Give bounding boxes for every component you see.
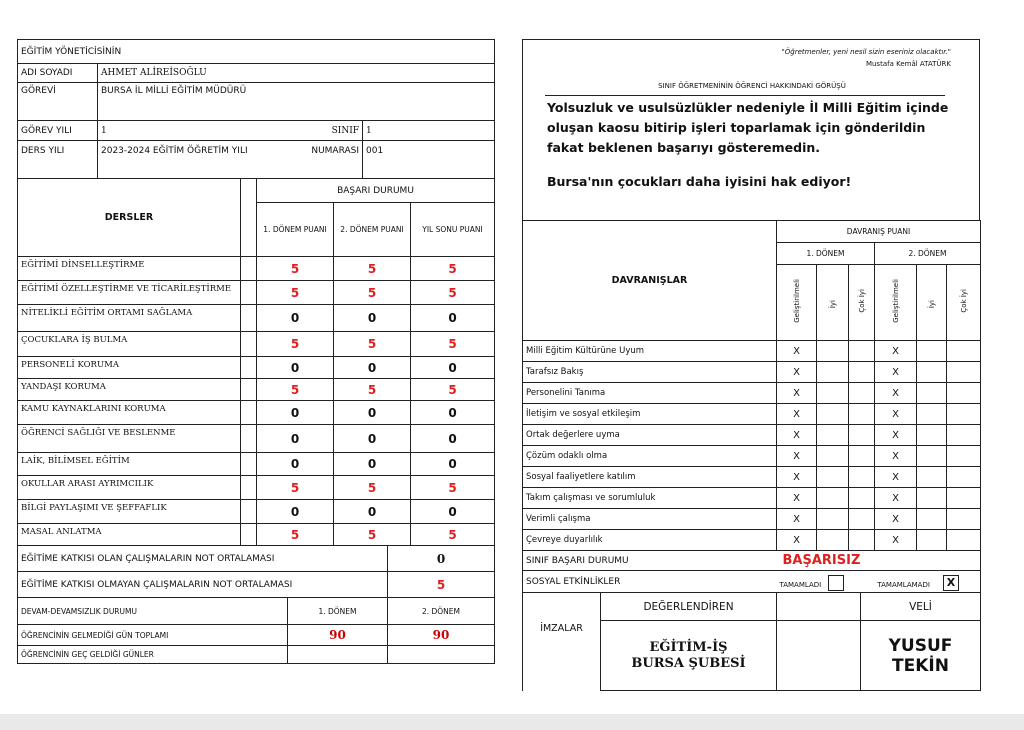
course-score-s3: 0: [411, 500, 495, 524]
gec-label: ÖĞRENCİNİN GEÇ GELDİĞİ GÜNLER: [18, 646, 288, 664]
signature-table: [522, 592, 981, 691]
behavior-mark-donem2[interactable]: X: [875, 488, 917, 509]
course-score-s2: 0: [334, 453, 411, 476]
behavior-mark-empty[interactable]: [849, 530, 875, 551]
tamamladi-checkbox[interactable]: [828, 575, 844, 591]
behavior-name: Çevreye duyarlılık: [523, 530, 777, 551]
behavior-mark-empty[interactable]: [817, 509, 849, 530]
veli-name-line-1: YUSUF: [888, 635, 953, 656]
behavior-name: Milli Eğitim Kültürüne Uyum: [523, 341, 777, 362]
course-score-s2: 0: [334, 401, 411, 425]
course-score-s1: 5: [257, 379, 334, 401]
behavior-row: [523, 530, 981, 551]
spacer-cell: [241, 379, 257, 401]
behavior-mark-donem2[interactable]: X: [875, 362, 917, 383]
behavior-row: [523, 425, 981, 446]
behavior-mark-donem1[interactable]: X: [777, 383, 817, 404]
course-score-s3: 5: [411, 476, 495, 500]
katkisi-olmayan-value: 5: [388, 572, 495, 598]
course-name: YANDAŞI KORUMA: [18, 379, 241, 401]
behavior-mark-empty[interactable]: [817, 383, 849, 404]
spacer-cell: [241, 332, 257, 357]
behavior-mark-donem2[interactable]: X: [875, 341, 917, 362]
course-score-s3: 5: [411, 332, 495, 357]
course-score-s3: 0: [411, 357, 495, 379]
opinion-text: Yolsuzluk ve usulsüzlükler nedeniyle İl Milli Eğitim içinde oluşan kaosu bitirip işleri toparlamak için gönderildin fakat beklenen başarıyı gösteremedin.: [547, 100, 949, 155]
behavior-mark-empty[interactable]: [947, 530, 981, 551]
course-name: PERSONELİ KORUMA: [18, 357, 241, 379]
attendance-table: [17, 597, 495, 664]
sub-label-cell: [875, 265, 917, 341]
behavior-mark-empty[interactable]: [849, 404, 875, 425]
spacer-cell: [241, 357, 257, 379]
sub-label: Çok İyi: [959, 288, 968, 313]
behavior-name: Tarafsız Bakış: [523, 362, 777, 383]
behavior-mark-donem1[interactable]: X: [777, 341, 817, 362]
behavior-mark-empty[interactable]: [947, 488, 981, 509]
spacer-cell: [241, 281, 257, 305]
result-table: [522, 550, 981, 593]
katkisi-olan-value: 0: [388, 546, 495, 572]
behavior-mark-empty[interactable]: [947, 404, 981, 425]
sosyal-label: SOSYAL ETKİNLİKLER: [523, 571, 777, 593]
behavior-table: [522, 220, 981, 551]
behavior-mark-donem2[interactable]: X: [875, 509, 917, 530]
behavior-mark-empty[interactable]: [849, 341, 875, 362]
gorevi-value: BURSA İL MİLLİ EĞİTİM MÜDÜRÜ: [98, 83, 495, 121]
course-name: NİTELİKLİ EĞİTİM ORTAMI SAĞLAMA: [18, 305, 241, 332]
sub-label: Geliştirilmeli: [792, 278, 801, 323]
sinif-label: SINIF: [273, 121, 363, 141]
course-score-s3: 0: [411, 305, 495, 332]
behavior-mark-empty[interactable]: [917, 530, 947, 551]
course-score-s2: 0: [334, 425, 411, 453]
course-name: ÇOCUKLARA İŞ BULMA: [18, 332, 241, 357]
course-score-s3: 0: [411, 425, 495, 453]
course-score-s2: 5: [334, 281, 411, 305]
course-name: EĞİTİMİ ÖZELLEŞTİRME VE TİCARİLEŞTİRME: [18, 281, 241, 305]
behavior-section: [522, 220, 980, 691]
spacer-cell: [241, 425, 257, 453]
gec-donem1: [288, 646, 388, 664]
behavior-row: [523, 383, 981, 404]
gelmedigi-donem1: 90: [288, 625, 388, 646]
course-name: BİLGİ PAYLAŞIMI VE ŞEFFAFLIK: [18, 500, 241, 524]
right-report-card: [522, 39, 980, 221]
course-row: [18, 281, 495, 305]
behavior-mark-empty[interactable]: [947, 425, 981, 446]
spacer-cell: [241, 524, 257, 546]
course-row: [18, 332, 495, 357]
behavior-name: Ortak değerlere uyma: [523, 425, 777, 446]
course-row: [18, 524, 495, 546]
behavior-mark-empty[interactable]: [849, 488, 875, 509]
course-score-s2: 5: [334, 524, 411, 546]
course-score-s2: 5: [334, 476, 411, 500]
behavior-mark-donem1[interactable]: X: [777, 509, 817, 530]
behavior-mark-empty[interactable]: [917, 362, 947, 383]
course-score-s1: 0: [257, 357, 334, 379]
sub-label-cell: [947, 265, 981, 341]
header-label: EĞİTİM YÖNETİCİSİNİN: [18, 40, 495, 64]
adi-soyadi-value: AHMET ALİREİSOĞLU: [98, 64, 495, 83]
course-score-s1: 5: [257, 476, 334, 500]
behavior-mark-empty[interactable]: [917, 509, 947, 530]
course-score-s1: 5: [257, 257, 334, 281]
degerlendiren-label: DEĞERLENDİREN: [601, 593, 777, 621]
course-score-s3: 5: [411, 281, 495, 305]
course-score-s2: 0: [334, 500, 411, 524]
behavior-name: Takım çalışması ve sorumluluk: [523, 488, 777, 509]
sub-label-cell: [777, 265, 817, 341]
behavior-mark-empty[interactable]: [849, 383, 875, 404]
behavior-row: [523, 467, 981, 488]
davranis-puani-header: DAVRANIŞ PUANI: [777, 221, 981, 243]
course-row: [18, 453, 495, 476]
behavior-mark-empty[interactable]: [917, 467, 947, 488]
tamamlamadi-checkbox[interactable]: X: [943, 575, 959, 591]
sub-label-cell: [917, 265, 947, 341]
course-score-s3: 5: [411, 379, 495, 401]
behavior-mark-donem2[interactable]: X: [875, 404, 917, 425]
behavior-mark-donem1[interactable]: X: [777, 425, 817, 446]
katkisi-olan-label: EĞİTİME KATKISI OLAN ÇALIŞMALARIN NOT ORTALAMASI: [18, 546, 388, 572]
behavior-row: [523, 446, 981, 467]
behavior-mark-empty[interactable]: [917, 341, 947, 362]
sub-label: İyi: [927, 299, 936, 308]
course-score-s2: 0: [334, 305, 411, 332]
gec-donem2: [388, 646, 495, 664]
numarasi-value: 001: [363, 141, 495, 179]
course-name: OKULLAR ARASI AYRIMCILIK: [18, 476, 241, 500]
grades-table: [17, 178, 495, 546]
course-score-s1: 5: [257, 332, 334, 357]
behavior-mark-donem1[interactable]: X: [777, 362, 817, 383]
behavior-mark-donem1[interactable]: X: [777, 446, 817, 467]
davranislar-header: DAVRANIŞLAR: [523, 221, 777, 341]
course-score-s3: 0: [411, 453, 495, 476]
sub-label-cell: [849, 265, 875, 341]
sinif-value: 1: [363, 121, 495, 141]
behavior-mark-empty[interactable]: [849, 467, 875, 488]
behavior-row: [523, 404, 981, 425]
behavior-name: Sosyal faaliyetlere katılım: [523, 467, 777, 488]
course-score-s1: 0: [257, 305, 334, 332]
gorev-yili-label: GÖREV YILI: [18, 121, 98, 141]
spacer-cell: [241, 305, 257, 332]
sub-label-cell: [817, 265, 849, 341]
behavior-mark-empty[interactable]: [817, 467, 849, 488]
course-score-s3: 5: [411, 524, 495, 546]
behavior-mark-donem1[interactable]: X: [777, 488, 817, 509]
course-name: ÖĞRENCİ SAĞLIĞI VE BESLENME: [18, 425, 241, 453]
course-score-s1: 5: [257, 281, 334, 305]
behavior-mark-donem2[interactable]: X: [875, 446, 917, 467]
behavior-mark-empty[interactable]: [817, 488, 849, 509]
sendika-signature: [601, 621, 777, 691]
course-name: KAMU KAYNAKLARINI KORUMA: [18, 401, 241, 425]
behavior-mark-empty[interactable]: [849, 362, 875, 383]
behavior-mark-donem2[interactable]: X: [875, 530, 917, 551]
course-row: [18, 305, 495, 332]
student-info-table: [17, 39, 495, 179]
course-name: EĞİTİMİ DİNSELLEŞTİRME: [18, 257, 241, 281]
behavior-mark-empty[interactable]: [849, 509, 875, 530]
course-score-s2: 5: [334, 332, 411, 357]
behavior-mark-empty[interactable]: [947, 467, 981, 488]
tamamlamadi-label: TAMAMLAMADI: [877, 581, 930, 589]
bottom-bar: [0, 714, 1024, 730]
behavior-row: [523, 362, 981, 383]
course-row: [18, 500, 495, 524]
spacer-cell: [241, 453, 257, 476]
col-yilsonu-header: YIL SONU PUANI: [411, 203, 495, 257]
sinif-basari-label: SINIF BAŞARI DURUMU: [523, 551, 777, 571]
behavior-mark-empty[interactable]: [917, 446, 947, 467]
sendika-line-1: EĞİTİM-İŞ: [649, 639, 728, 655]
behavior-mark-donem2[interactable]: X: [875, 383, 917, 404]
behavior-row: [523, 488, 981, 509]
behavior-mark-donem1[interactable]: X: [777, 467, 817, 488]
course-row: [18, 257, 495, 281]
course-score-s2: 5: [334, 379, 411, 401]
opinion-rule: [545, 95, 945, 96]
behavior-mark-empty[interactable]: [917, 404, 947, 425]
course-score-s2: 5: [334, 257, 411, 281]
ders-yili-value: 2023-2024 EĞİTİM ÖĞRETİM YILI: [98, 141, 273, 179]
spacer-cell: [241, 179, 257, 257]
course-row: [18, 425, 495, 453]
behavior-mark-empty[interactable]: [817, 530, 849, 551]
devam-label: DEVAM-DEVAMSIZLIK DURUMU: [18, 598, 288, 625]
behavior-mark-empty[interactable]: [947, 446, 981, 467]
behavior-mark-empty[interactable]: [947, 362, 981, 383]
course-score-s1: 0: [257, 500, 334, 524]
behavior-row: [523, 509, 981, 530]
veli-name-line-2: TEKİN: [892, 655, 949, 676]
gorevi-label: GÖREVİ: [18, 83, 98, 121]
behavior-mark-donem1[interactable]: X: [777, 530, 817, 551]
course-name: LAİK, BİLİMSEL EĞİTİM: [18, 453, 241, 476]
numarasi-label: NUMARASI: [273, 141, 363, 179]
left-report-card: [17, 39, 494, 664]
behavior-mark-empty[interactable]: [817, 425, 849, 446]
devam-donem2: 2. DÖNEM: [388, 598, 495, 625]
gelmedigi-donem2: 90: [388, 625, 495, 646]
tamamladi-label: TAMAMLADI: [779, 581, 822, 589]
adi-soyadi-label: ADI SOYADI: [18, 64, 98, 83]
donem1-header: 1. DÖNEM: [777, 243, 875, 265]
katkisi-olmayan-label: EĞİTİME KATKISI OLMAYAN ÇALIŞMALARIN NOT ORTALAMASI: [18, 572, 388, 598]
behavior-name: Çözüm odaklı olma: [523, 446, 777, 467]
behavior-mark-donem1[interactable]: X: [777, 404, 817, 425]
course-row: [18, 379, 495, 401]
ataturk-name: Mustafa Kemâl ATATÜRK: [865, 60, 951, 68]
behavior-mark-donem2[interactable]: X: [875, 425, 917, 446]
behavior-row: [523, 341, 981, 362]
spacer-cell: [241, 476, 257, 500]
devam-donem1: 1. DÖNEM: [288, 598, 388, 625]
behavior-mark-empty[interactable]: [917, 425, 947, 446]
behavior-mark-empty[interactable]: [817, 446, 849, 467]
behavior-mark-empty[interactable]: [917, 488, 947, 509]
behavior-mark-empty[interactable]: [849, 425, 875, 446]
behavior-mark-empty[interactable]: [947, 341, 981, 362]
behavior-mark-donem2[interactable]: X: [875, 467, 917, 488]
course-score-s1: 0: [257, 401, 334, 425]
veli-signature: [861, 621, 981, 691]
sendika-line-2: BURSA ŞUBESİ: [631, 655, 746, 671]
behavior-mark-empty[interactable]: [817, 341, 849, 362]
sosyal-options: [777, 571, 981, 593]
behavior-name: Verimli çalışma: [523, 509, 777, 530]
course-score-s1: 0: [257, 425, 334, 453]
course-row: [18, 401, 495, 425]
summary-table: [17, 545, 495, 598]
behavior-mark-empty[interactable]: [817, 362, 849, 383]
opinion-title: SINIF ÖĞRETMENİNİN ÖĞRENCİ HAKKINDAKİ GÖRÜŞÜ: [658, 82, 846, 90]
spacer-cell: [241, 500, 257, 524]
dersler-header: DERSLER: [18, 179, 241, 257]
ataturk-quote: "Öğretmenler, yeni nesil sizin eseriniz olacaktır.": [781, 48, 951, 56]
course-score-s3: 5: [411, 257, 495, 281]
course-row: [18, 357, 495, 379]
behavior-mark-empty[interactable]: [917, 383, 947, 404]
behavior-mark-empty[interactable]: [947, 383, 981, 404]
course-row: [18, 476, 495, 500]
behavior-mark-empty[interactable]: [849, 446, 875, 467]
col-donem2-header: 2. DÖNEM PUANI: [334, 203, 411, 257]
degerlendiren-empty: [777, 593, 861, 621]
sub-label: Geliştirilmeli: [891, 278, 900, 323]
col-donem1-header: 1. DÖNEM PUANI: [257, 203, 334, 257]
sub-label: İyi: [828, 299, 837, 308]
donem2-header: 2. DÖNEM: [875, 243, 981, 265]
gorev-yili-value: 1: [98, 121, 273, 141]
behavior-name: İletişim ve sosyal etkileşim: [523, 404, 777, 425]
course-score-s1: 0: [257, 453, 334, 476]
behavior-mark-empty[interactable]: [817, 404, 849, 425]
course-score-s1: 5: [257, 524, 334, 546]
course-name: MASAL ANLATMA: [18, 524, 241, 546]
imzalar-label: İMZALAR: [523, 593, 601, 691]
spacer-cell: [241, 401, 257, 425]
basari-durumu-header: BAŞARI DURUMU: [257, 179, 495, 203]
behavior-name: Personelini Tanıma: [523, 383, 777, 404]
veli-label: VELİ: [861, 593, 981, 621]
sub-label: Çok İyi: [857, 288, 866, 313]
ders-yili-label: DERS YILI: [18, 141, 98, 179]
sinif-basari-value: BAŞARISIZ: [777, 551, 981, 571]
course-score-s3: 0: [411, 401, 495, 425]
signature-empty: [777, 621, 861, 691]
spacer-cell: [241, 257, 257, 281]
opinion-text-2: Bursa'nın çocukları daha iyisini hak ediyor!: [547, 174, 852, 189]
behavior-mark-empty[interactable]: [947, 509, 981, 530]
gelmedigi-label: ÖĞRENCİNİN GELMEDİĞİ GÜN TOPLAMI: [18, 625, 288, 646]
course-score-s2: 0: [334, 357, 411, 379]
